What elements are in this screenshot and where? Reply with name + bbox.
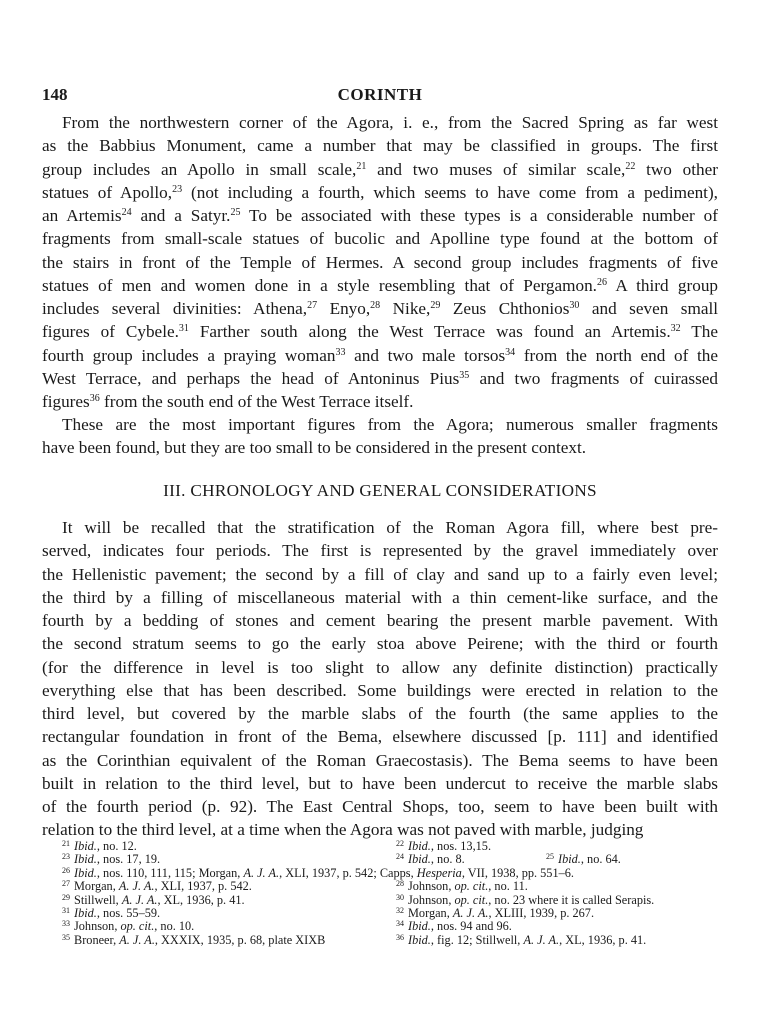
- text-line: the third by a filling of miscellaneous material with a thin cement-like surface, and the: [42, 587, 718, 607]
- text-line: as the Corinthian equivalent of the Roman Graecostasis). The Bema seems to have been: [42, 750, 718, 770]
- text-line: includes several divinities: Athena,$^{27}$ Enyo,$^{28}$ Nike,$^{29}$ Zeus Chthonios$^{30}$ and seven small: [42, 299, 718, 318]
- footnotes: [62, 840, 722, 947]
- text-line: rectangular foundation in front of the Bema, elsewhere discussed [p. 111] and identified: [42, 727, 718, 747]
- text-line: as the Babbius Monument, came a number that may be classified in groups. The first: [42, 136, 718, 156]
- footnote-27: $^{27}$ Morgan, A. J. A., XLI, 1937, p. 542.: [62, 879, 252, 894]
- paragraph-agora-groups: [42, 111, 718, 413]
- footnote-row: [62, 867, 722, 880]
- footnote-25: $^{25}$ Ibid., no. 64.: [546, 852, 621, 867]
- text-line: served, indicates four periods. The first is represented by the gravel immediately over: [42, 541, 718, 561]
- footnote-30: $^{30}$ Johnson, op. cit., no. 23 where it is called Serapis.: [396, 892, 655, 907]
- text-line: fourth group includes a praying woman$^{33}$ and two male torsos$^{34}$ from the north end of the: [42, 345, 718, 365]
- text-line: group includes an Apollo in small scale,$^{21}$ and two muses of similar scale,$^{22}$ two other: [42, 159, 718, 179]
- footnote-24: $^{24}$ Ibid., no. 8.: [396, 852, 465, 867]
- page-number: 148: [42, 85, 68, 104]
- footnote-35: $^{35}$ Broneer, A. J. A., XXXIX, 1935, p. 68, plate XIXB: [62, 932, 326, 947]
- footnote-row: [62, 840, 722, 853]
- text-line: everything else that has been described. Some buildings were erected in relation to the: [42, 680, 718, 700]
- footnote-29: $^{29}$ Stillwell, A. J. A., XL, 1936, p. 41.: [62, 892, 245, 907]
- text-line: These are the most important figures from the Agora; numerous smaller fragments: [62, 415, 718, 434]
- text-line: have been found, but they are too small to be considered in the present context.: [42, 438, 587, 458]
- footnote-33: $^{33}$ Johnson, op. cit., no. 10.: [62, 919, 195, 934]
- text-line: of the fourth period (p. 92). The East Central Shops, too, seem to have been built with: [42, 797, 718, 816]
- text-line: (for the difference in level is too slight to allow any definite distinction) practically: [42, 657, 718, 677]
- footnote-row: [62, 853, 722, 866]
- footnote-row: [62, 934, 722, 947]
- footnote-32: $^{32}$ Morgan, A. J. A., XLIII, 1939, p. 267.: [396, 905, 595, 920]
- text-line: statues of men and women done in a style resembling that of Pergamon.$^{26}$ A third group: [42, 275, 719, 295]
- footnote-26: $^{26}$ Ibid., nos. 110, 111, 115; Morgan, A. J. A., XLI, 1937, p. 542; Capps, Hesperia, VII, 1938, pp. 551–6.: [62, 865, 574, 880]
- paragraph-important-figures: [42, 413, 718, 460]
- text-line: the Hellenistic pavement; the second by a fill of clay and sand up to a fairly even level;: [42, 564, 718, 584]
- section-heading: III. CHRONOLOGY AND GENERAL CONSIDERATIONS: [163, 481, 597, 500]
- running-title: CORINTH: [337, 85, 423, 104]
- footnote-28: $^{28}$ Johnson, op. cit., no. 11.: [396, 879, 528, 894]
- footnote-31: $^{31}$ Ibid., nos. 55–59.: [62, 905, 161, 920]
- running-header: [42, 85, 718, 107]
- footnote-34: $^{34}$ Ibid., nos. 94 and 96.: [396, 919, 512, 934]
- footnote-22: $^{22}$ Ibid., nos. 13,15.: [396, 839, 492, 853]
- text-line: West Terrace, and perhaps the head of Antoninus Pius$^{35}$ and two fragments of cuirassed: [42, 368, 719, 388]
- text-line: figures$^{36}$ from the south end of the West Terrace itself.: [42, 392, 414, 411]
- text-line: statues of Apollo,$^{23}$ (not including a fourth, which seems to have come from a pediment),: [42, 182, 718, 202]
- footnote-row: [62, 920, 722, 933]
- paragraph-chronology: [42, 516, 718, 842]
- text-line: an Artemis$^{24}$ and a Satyr.$^{25}$ To be associated with these types is a considerable number of: [42, 206, 718, 225]
- text-line: fourth by a bedding of stones and cement bearing the present marble pavement. With: [42, 611, 718, 630]
- footnote-36: $^{36}$ Ibid., fig. 12; Stillwell, A. J. A., XL, 1936, p. 41.: [396, 932, 647, 947]
- footnote-23: $^{23}$ Ibid., nos. 17, 19.: [62, 852, 161, 867]
- text-line: relation to the third level, at a time when the Agora was not paved with marble, judging: [42, 820, 644, 840]
- footnote-row: [62, 880, 722, 893]
- text-line: It will be recalled that the stratification of the Roman Agora fill, where best pre-: [62, 518, 718, 537]
- footnote-row: [62, 894, 722, 907]
- text-line: From the northwestern corner of the Agora, i. e., from the Sacred Spring as far west: [62, 113, 718, 132]
- text-line: figures of Cybele.$^{31}$ Farther south along the West Terrace was found an Artemis.$^{32}$ The: [42, 322, 718, 342]
- text-line: fragments from small-scale statues of bucolic and Apolline type found at the bottom of: [42, 229, 718, 249]
- text-line: third level, but covered by the marble slabs of the fourth (the same applies to the: [42, 704, 718, 723]
- text-line: the second stratum seems to go the early stoa above Peirene; with the third or fourth: [42, 634, 718, 654]
- footnote-21: $^{21}$ Ibid., no. 12.: [62, 839, 137, 853]
- text-line: built in relation to the third level, but to have been undercut to receive the marble slabs: [42, 773, 718, 793]
- footnote-row: [62, 907, 722, 920]
- text-line: the stairs in front of the Temple of Hermes. A second group includes fragments of five: [42, 252, 718, 272]
